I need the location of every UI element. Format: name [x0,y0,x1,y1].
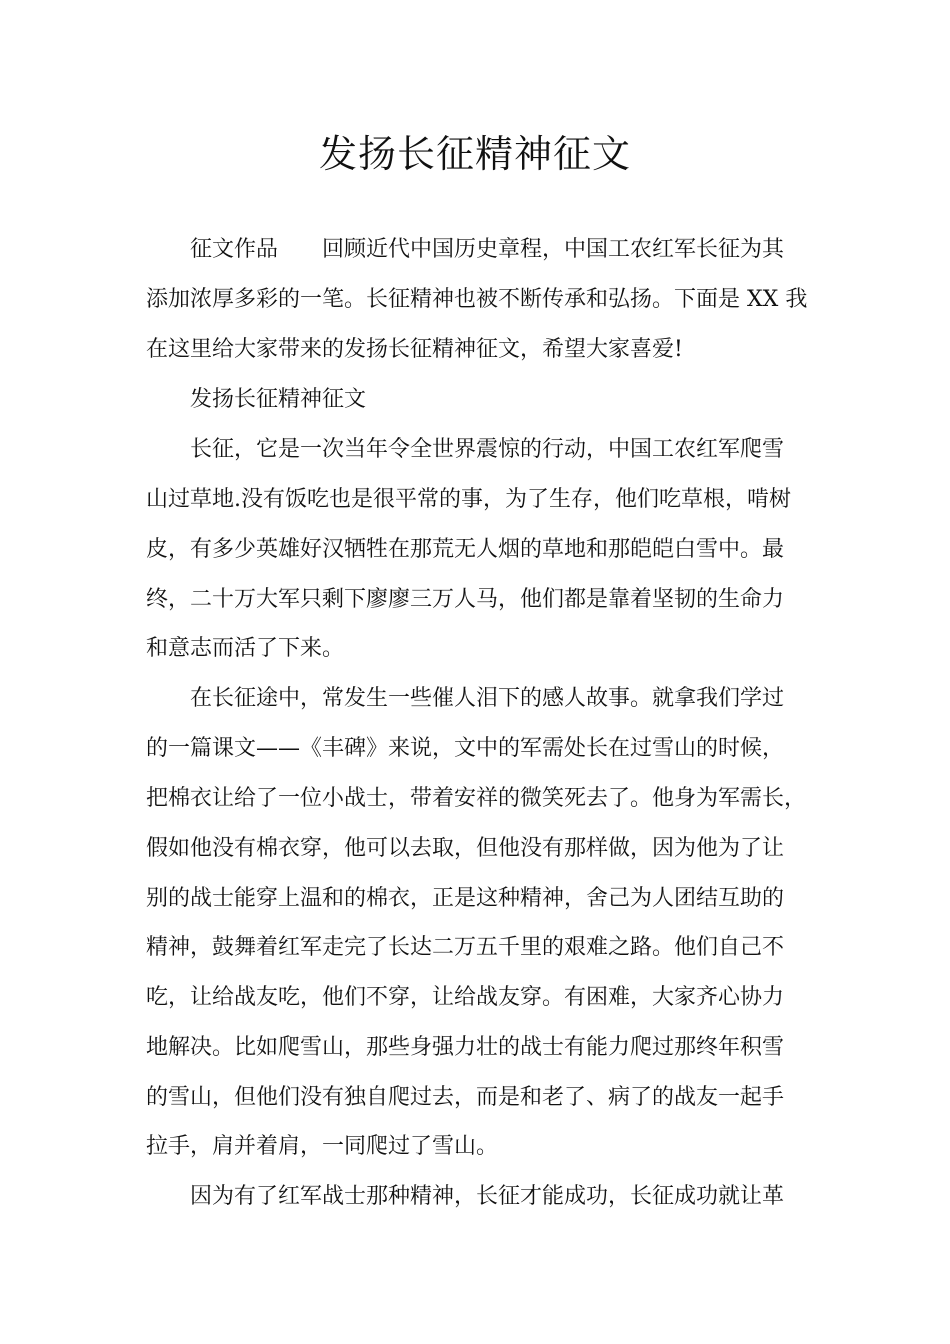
paragraph-line: 拉手，肩并着肩，一同爬过了雪山。 [146,1134,499,1159]
paragraph-line: 皮，有多少英雄好汉牺牲在那荒无人烟的草地和那皑皑白雪中。最 [146,537,785,562]
paragraph-line: 把棉衣让给了一位小战士，带着安祥的微笑死去了。他身为军需长， [146,786,807,811]
paragraph-line: 的雪山，但他们没有独自爬过去，而是和老了、病了的战友一起手 [146,1085,785,1110]
paragraph-line: 在这里给大家带来的发扬长征精神征文，希望大家喜爱! [146,337,683,362]
paragraph-line: 精神，鼓舞着红军走完了长达二万五千里的艰难之路。他们自己不 [146,935,785,960]
paragraph-line: 因为有了红军战士那种精神，长征才能成功，长征成功就让革 [190,1184,785,1209]
paragraph-line: 地解决。比如爬雪山，那些身强力壮的战士有能力爬过那终年积雪 [146,1035,785,1060]
paragraph-line: 在长征途中，常发生一些催人泪下的感人故事。就拿我们学过 [190,686,785,711]
paragraph-line: 征文作品 回顾近代中国历史章程，中国工农红军长征为其 [190,237,785,262]
paragraph-line: 长征，它是一次当年令全世界震惊的行动，中国工农红军爬雪 [190,437,785,462]
paragraph-line: 吃，让给战友吃，他们不穿，让给战友穿。有困难，大家齐心协力 [146,985,785,1010]
paragraph-line: 的一篇课文——《丰碑》来说，文中的军需处长在过雪山的时候， [146,736,785,761]
paragraph-line: 添加浓厚多彩的一笔。长征精神也被不断传承和弘扬。下面是 XX 我 [146,287,808,312]
document-title: 发扬长征精神征文 [318,132,631,176]
paragraph-line: 山过草地.没有饭吃也是很平常的事，为了生存，他们吃草根，啃树 [146,487,791,512]
paragraph-line: 和意志而活了下来。 [146,636,345,661]
paragraph-line: 别的战士能穿上温和的棉衣，正是这种精神，舍己为人团结互助的 [146,886,785,911]
paragraph-line: 假如他没有棉衣穿，他可以去取，但他没有那样做，因为他为了让 [146,836,785,861]
paragraph-line: 终，二十万大军只剩下廖廖三万人马，他们都是靠着坚韧的生命力 [146,587,785,612]
section-heading: 发扬长征精神征文 [190,387,367,412]
